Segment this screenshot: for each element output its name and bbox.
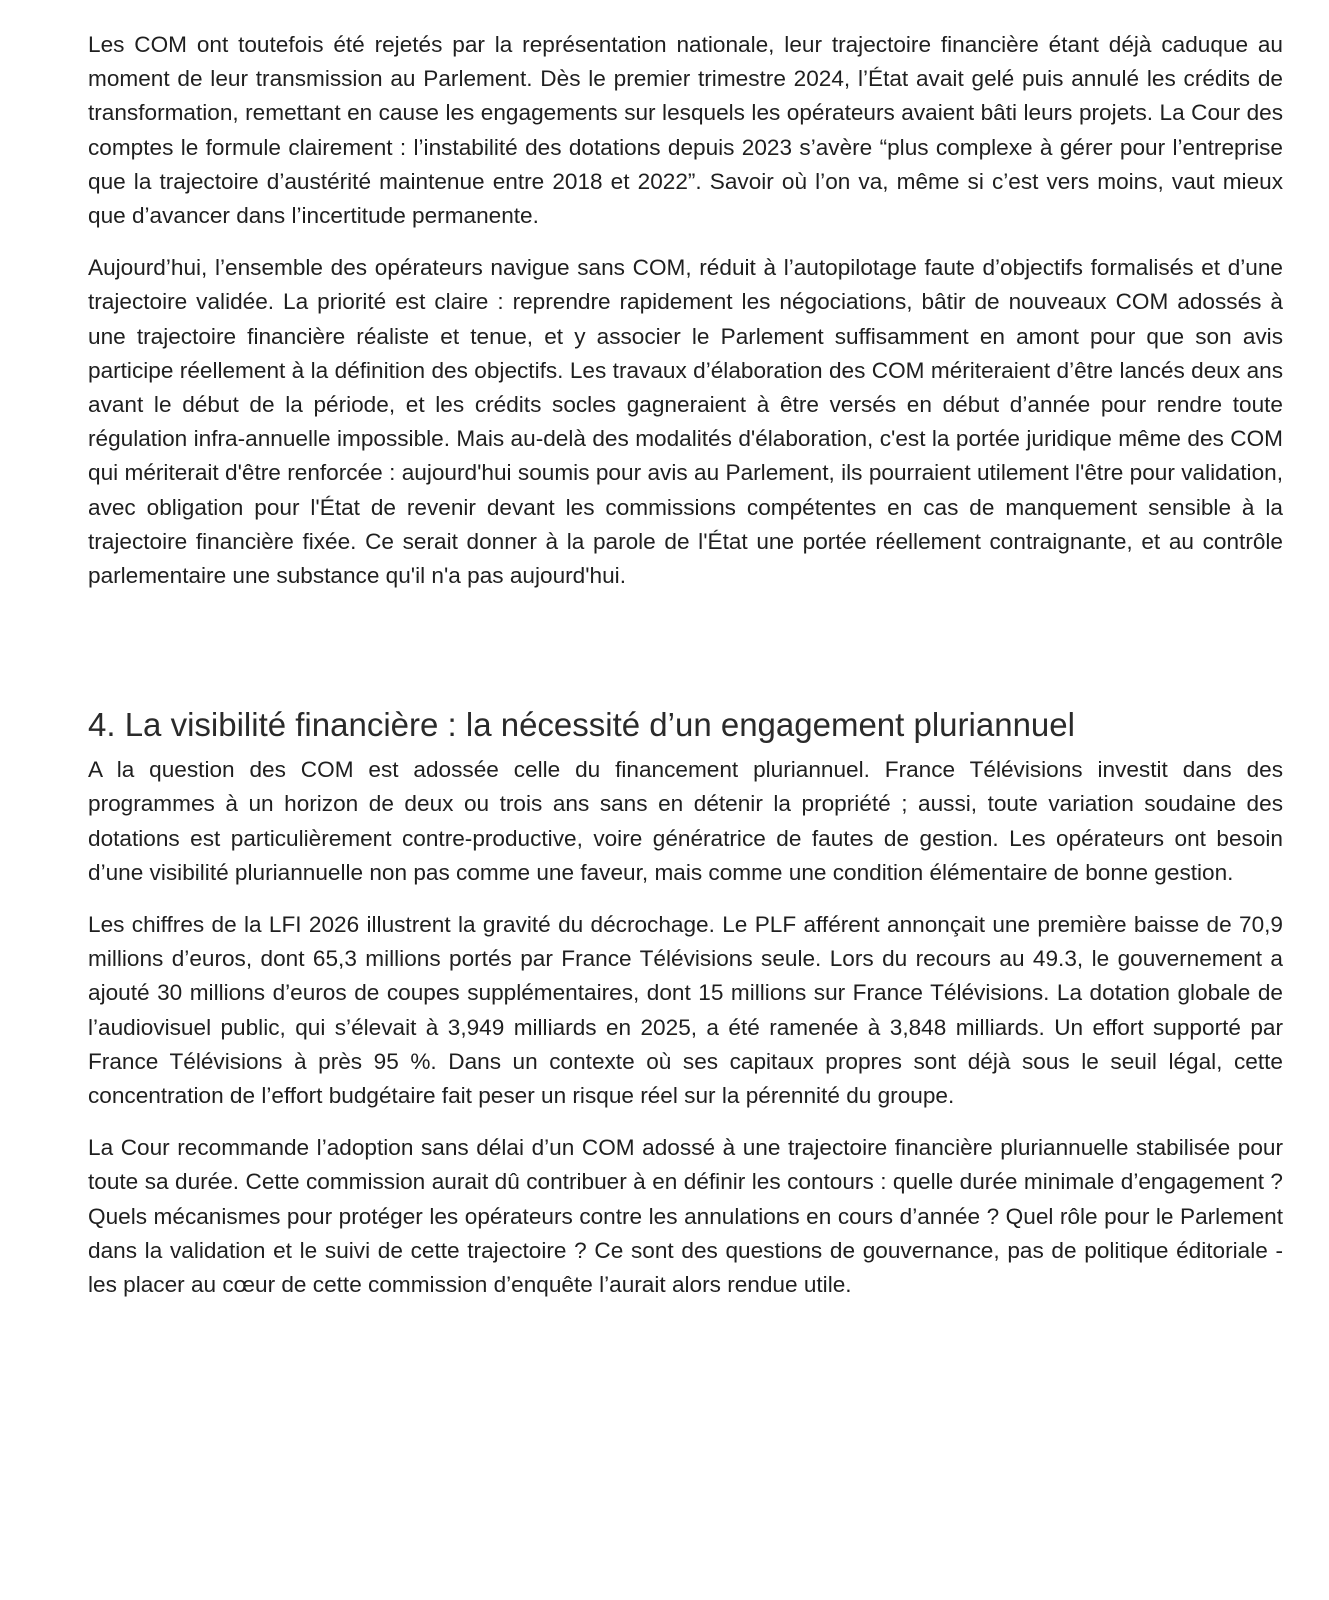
section-spacer xyxy=(88,593,1283,705)
section-heading: 4. La visibilité financière : la nécessité d’un engagement pluriannuel xyxy=(88,706,1075,744)
paragraph-com-rejection: Les COM ont toutefois été rejetés par la représentation nationale, leur trajectoire financière étant déjà caduque au moment de leur transmission au Parlement. Dès le premier trimestre 2024, l’État avait gelé puis annulé les crédits de transformation, remettant en cause les engagements sur lesquels les opérateurs avaient bâti leurs projets. La Cour des comptes le formule clairement : l’instabilité des dotations depuis 2023 s’avère “plus complexe à gérer pour l’entreprise que la trajectoire d’austérité maintenue entre 2018 et 2022”. Savoir où l’on va, même si c’est vers moins, vaut mieux que d’avancer dans l’incertitude permanente. xyxy=(88,32,1283,229)
paragraph-lfi-2026-figures: Les chiffres de la LFI 2026 illustrent la gravité du décrochage. Le PLF afférent annonçait une première baisse de 70,9 millions d’euros, dont 65,3 millions portés par France Télévisions seule. Lors du recours au 49.3, le gouvernement a ajouté 30 millions d’euros de coupes supplémentaires, dont 15 millions sur France Télévisions. La dotation globale de l’audiovisuel public, qui s’élevait à 3,949 milliards en 2025, a été ramenée à 3,848 milliards. Un effort supporté par France Télévisions à près 95 %. Dans un contexte où ses capitaux propres sont déjà sous le seuil légal, cette concentration de l’effort budgétaire fait peser un risque réel sur la pérennité du groupe. xyxy=(88,912,1283,1109)
paragraph-spacer xyxy=(88,233,1283,251)
paragraph-cour-recommendation: La Cour recommande l’adoption sans délai d’un COM adossé à une trajectoire financière pluriannuelle stabilisée pour toute sa durée. Cette commission aurait dû contribuer à en définir les contours : quelle durée minimale d’engagement ? Quels mécanismes pour protéger les opérateurs contre les annulations en cours d’année ? Quel rôle pour le Parlement dans la validation et le suivi de cette trajectoire ? Ce sont des questions de gouvernance, pas de politique éditoriale - les placer au cœur de cette commission d’enquête l’aurait alors rendue utile. xyxy=(88,1135,1283,1298)
paragraph-multiyear-funding: A la question des COM est adossée celle du financement pluriannuel. France Télévisions investit dans des programmes à un horizon de deux ou trois ans sans en détenir la propriété ; aussi, toute variation soudaine des dotations est particulièrement contre-productive, voire génératrice de fautes de gestion. Les opérateurs ont besoin d’une visibilité pluriannuelle non pas comme une faveur, mais comme une condition élémentaire de bonne gestion. xyxy=(88,757,1283,885)
document-page xyxy=(88,28,1283,1302)
paragraph-spacer xyxy=(88,1113,1283,1131)
paragraph-spacer xyxy=(88,890,1283,908)
paragraph-operators-without-com: Aujourd’hui, l’ensemble des opérateurs navigue sans COM, réduit à l’autopilotage faute d’objectifs formalisés et d’une trajectoire validée. La priorité est claire : reprendre rapidement les négociations, bâtir de nouveaux COM adossés à une trajectoire financière réaliste et tenue, et y associer le Parlement suffisamment en amont pour que son avis participe réellement à la définition des objectifs. Les travaux d’élaboration des COM mériteraient d’être lancés deux ans avant le début de la période, et les crédits socles gagneraient à être versés en début d’année pour rendre toute régulation infra-annuelle impossible. Mais au-delà des modalités d'élaboration, c'est la portée juridique même des COM qui mériterait d'être renforcée : aujourd'hui soumis pour avis au Parlement, ils pourraient utilement l'être pour validation, avec obligation pour l'État de revenir devant les commissions compétentes en cas de manquement sensible à la trajectoire financière fixée. Ce serait donner à la parole de l'État une portée réellement contraignante, et au contrôle parlementaire une substance qu'il n'a pas aujourd'hui. xyxy=(88,255,1283,589)
